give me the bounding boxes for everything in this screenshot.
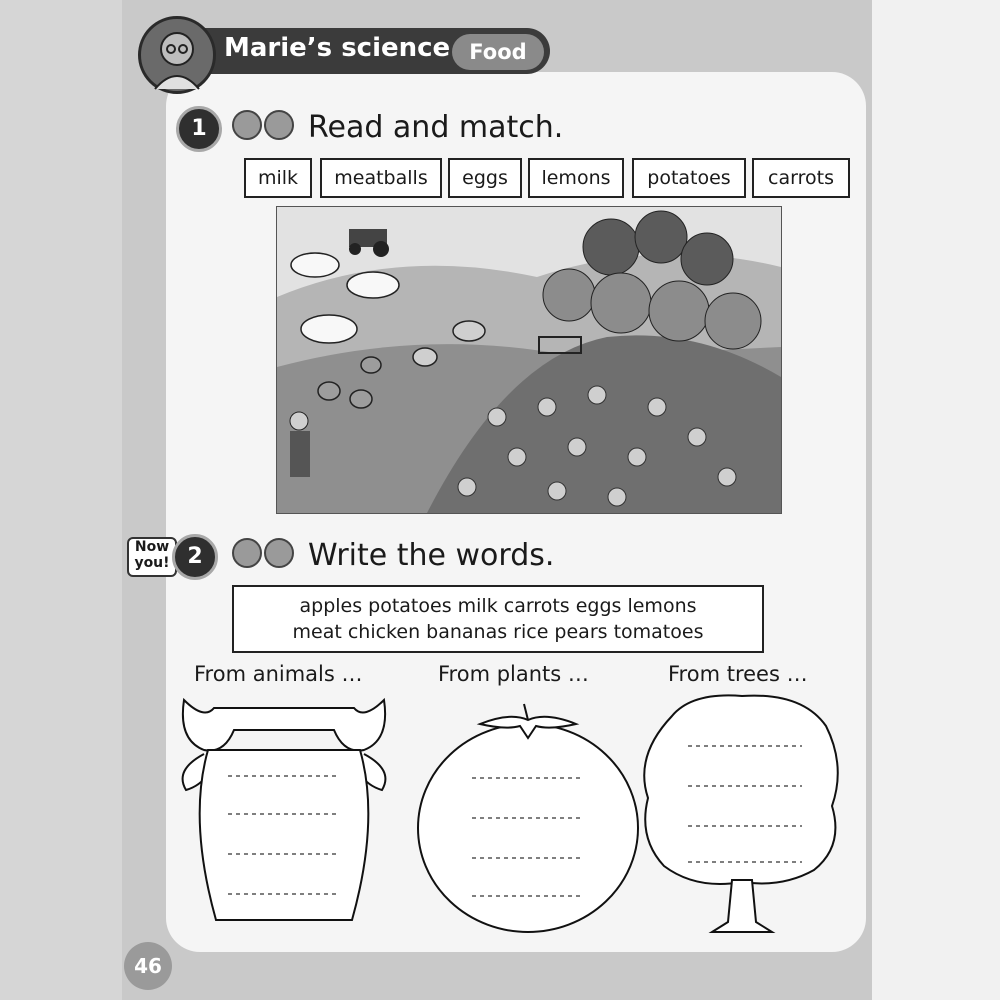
facing-page-edge (872, 0, 1000, 1000)
page-number: 46 (124, 942, 172, 990)
tree-outline (632, 686, 852, 942)
farmer-icon (290, 412, 310, 477)
exercise-2-instruction: Write the words. (308, 538, 555, 573)
header-title: Marie’s science (224, 33, 451, 63)
exercise-1-instruction: Read and match. (308, 110, 564, 145)
farm-illustration (276, 206, 782, 514)
word-box-milk[interactable]: milk (244, 158, 312, 198)
column-heading-plants: From plants … (438, 662, 589, 686)
now-you-label: Now you! (127, 537, 177, 577)
pencil-icon (264, 110, 294, 140)
magnifier-icon (232, 110, 262, 140)
magnifier-icon (232, 538, 262, 568)
word-bank-row-1: apples potatoes milk carrots eggs lemons (299, 595, 697, 617)
exercise-2-tools (232, 538, 296, 572)
vase-outline (164, 690, 404, 940)
word-box-potatoes[interactable]: potatoes (632, 158, 746, 198)
word-box-carrots[interactable]: carrots (752, 158, 850, 198)
column-heading-trees: From trees … (668, 662, 808, 686)
tree-trunk-icon (712, 880, 772, 932)
pencil-icon (264, 538, 294, 568)
word-box-meatballs[interactable]: meatballs (320, 158, 442, 198)
exercise-1-tools (232, 110, 296, 144)
avatar-marie (138, 16, 216, 94)
exercise-1-number: 1 (176, 106, 222, 152)
word-box-lemons[interactable]: lemons (528, 158, 624, 198)
scientist-portrait-icon (141, 19, 213, 91)
farm-scene (277, 207, 781, 513)
exercise-2-number: 2 (172, 534, 218, 580)
word-bank-row-2: meat chicken bananas rice pears tomatoes (292, 621, 704, 643)
header-topic-tag: Food (452, 34, 544, 70)
word-bank (232, 585, 764, 653)
tree-crown-icon (644, 695, 838, 884)
column-heading-animals: From animals … (194, 662, 363, 686)
word-box-eggs[interactable]: eggs (448, 158, 522, 198)
tomato-outline (410, 698, 646, 938)
